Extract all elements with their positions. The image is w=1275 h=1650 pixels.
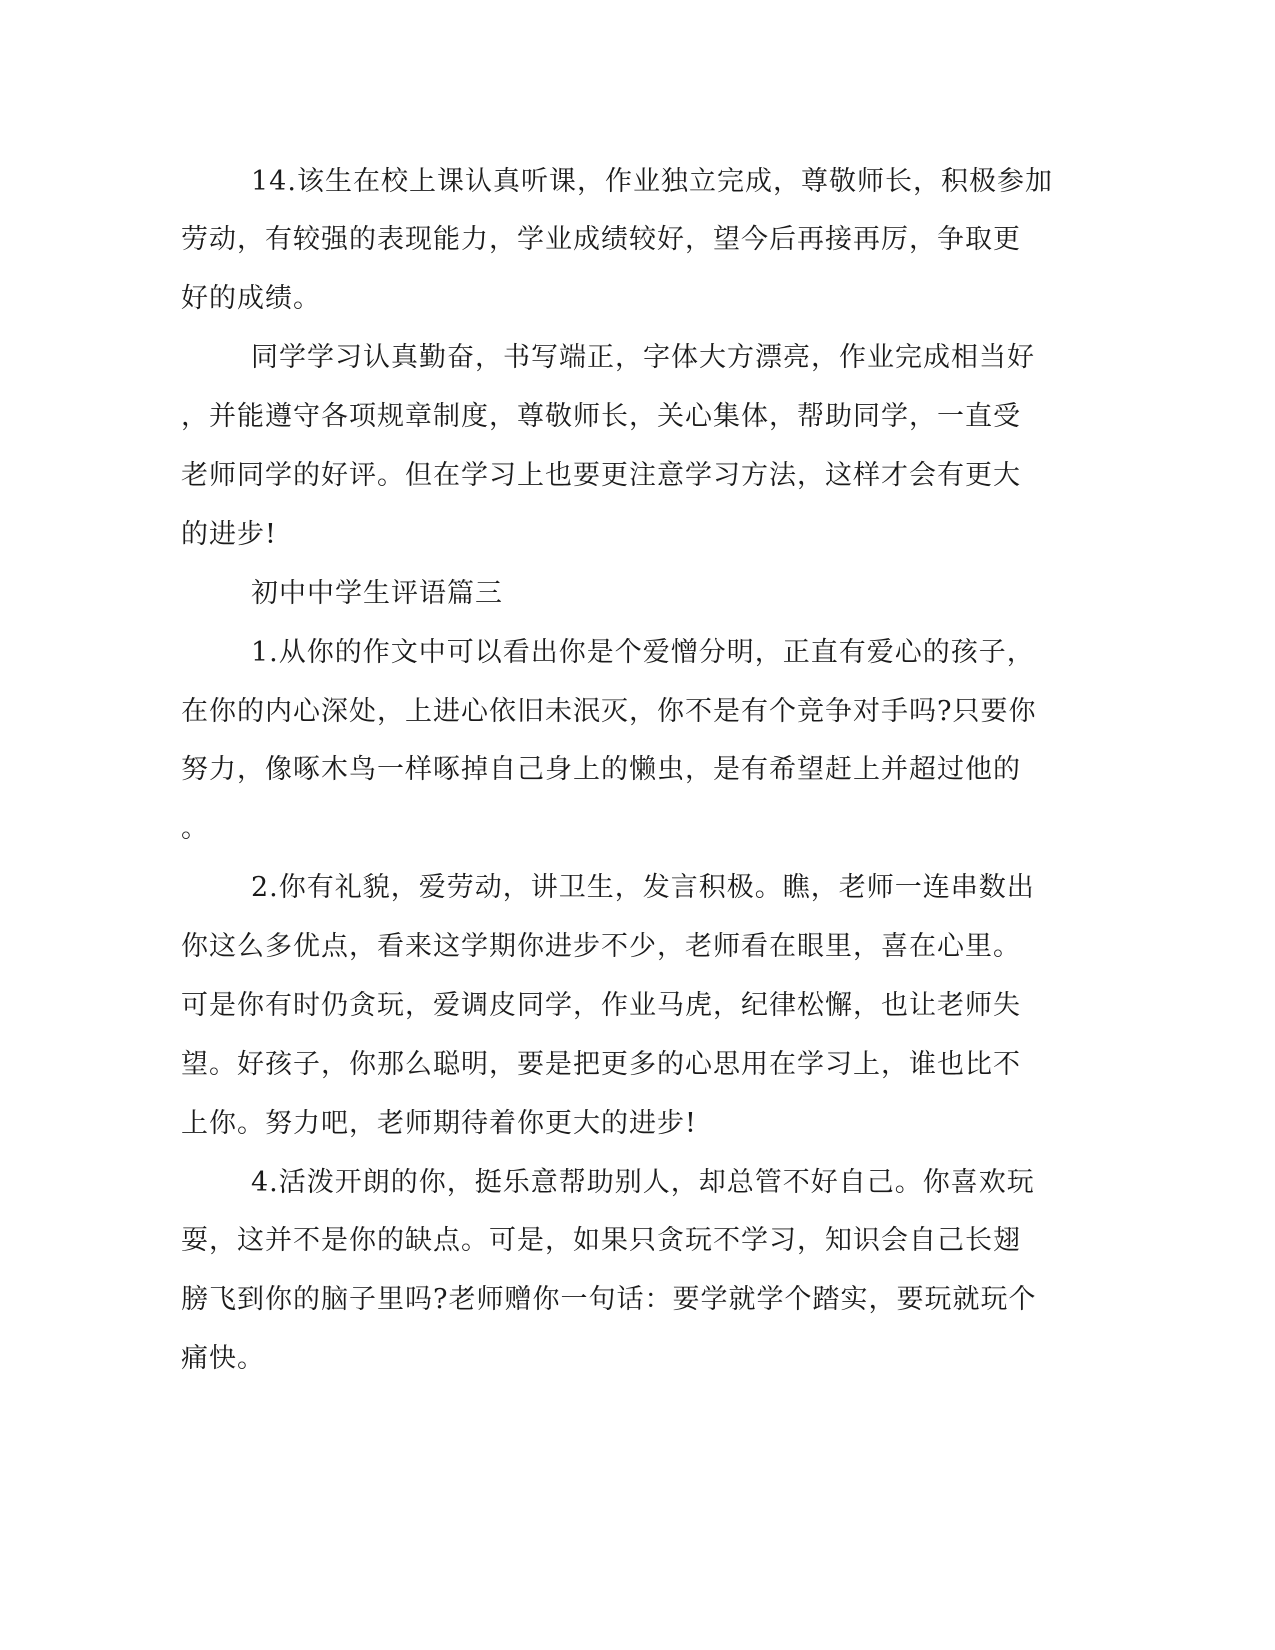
text-line: ，并能遵守各项规章制度，尊敬师长，关心集体，帮助同学，一直受: [181, 401, 1021, 432]
text-line: 2.你有礼貌，爱劳动，讲卫生，发言积极。瞧，老师一连串数出: [251, 872, 1035, 903]
text-line: 你这么多优点，看来这学期你进步不少，老师看在眼里，喜在心里。: [181, 931, 1021, 962]
text-line: 老师同学的好评。但在学习上也要更注意学习方法，这样才会有更大: [181, 460, 1021, 491]
text-line: 上你。努力吧，老师期待着你更大的进步!: [181, 1108, 697, 1139]
text-line: 望。好孩子，你那么聪明，要是把更多的心思用在学习上，谁也比不: [181, 1049, 1021, 1080]
text-line: 4.活泼开朗的你，挺乐意帮助别人，却总管不好自己。你喜欢玩: [251, 1167, 1035, 1198]
text-line: 。: [181, 813, 209, 844]
text-line: 在你的内心深处，上进心依旧未泯灭，你不是有个竞争对手吗?只要你: [181, 696, 1037, 727]
text-line: 膀飞到你的脑子里吗?老师赠你一句话：要学就学个踏实，要玩就玩个: [181, 1284, 1037, 1315]
text-line: 痛快。: [181, 1343, 265, 1374]
section-title: 初中中学生评语篇三: [251, 578, 503, 609]
text-line: 14.该生在校上课认真听课，作业独立完成，尊敬师长，积极参加: [251, 166, 1053, 197]
text-line: 1.从你的作文中可以看出你是个爱憎分明，正直有爱心的孩子，: [251, 637, 1035, 668]
text-line: 努力，像啄木鸟一样啄掉自己身上的懒虫，是有希望赶上并超过他的: [181, 754, 1021, 785]
text-line: 同学学习认真勤奋，书写端正，字体大方漂亮，作业完成相当好: [251, 342, 1035, 373]
text-line: 的进步!: [181, 519, 277, 550]
text-line: 耍，这并不是你的缺点。可是，如果只贪玩不学习，知识会自己长翅: [181, 1225, 1021, 1256]
text-line: 可是你有时仍贪玩，爱调皮同学，作业马虎，纪律松懈，也让老师失: [181, 990, 1021, 1021]
text-line: 好的成绩。: [181, 283, 321, 314]
text-line: 劳动，有较强的表现能力，学业成绩较好，望今后再接再厉，争取更: [181, 224, 1021, 255]
